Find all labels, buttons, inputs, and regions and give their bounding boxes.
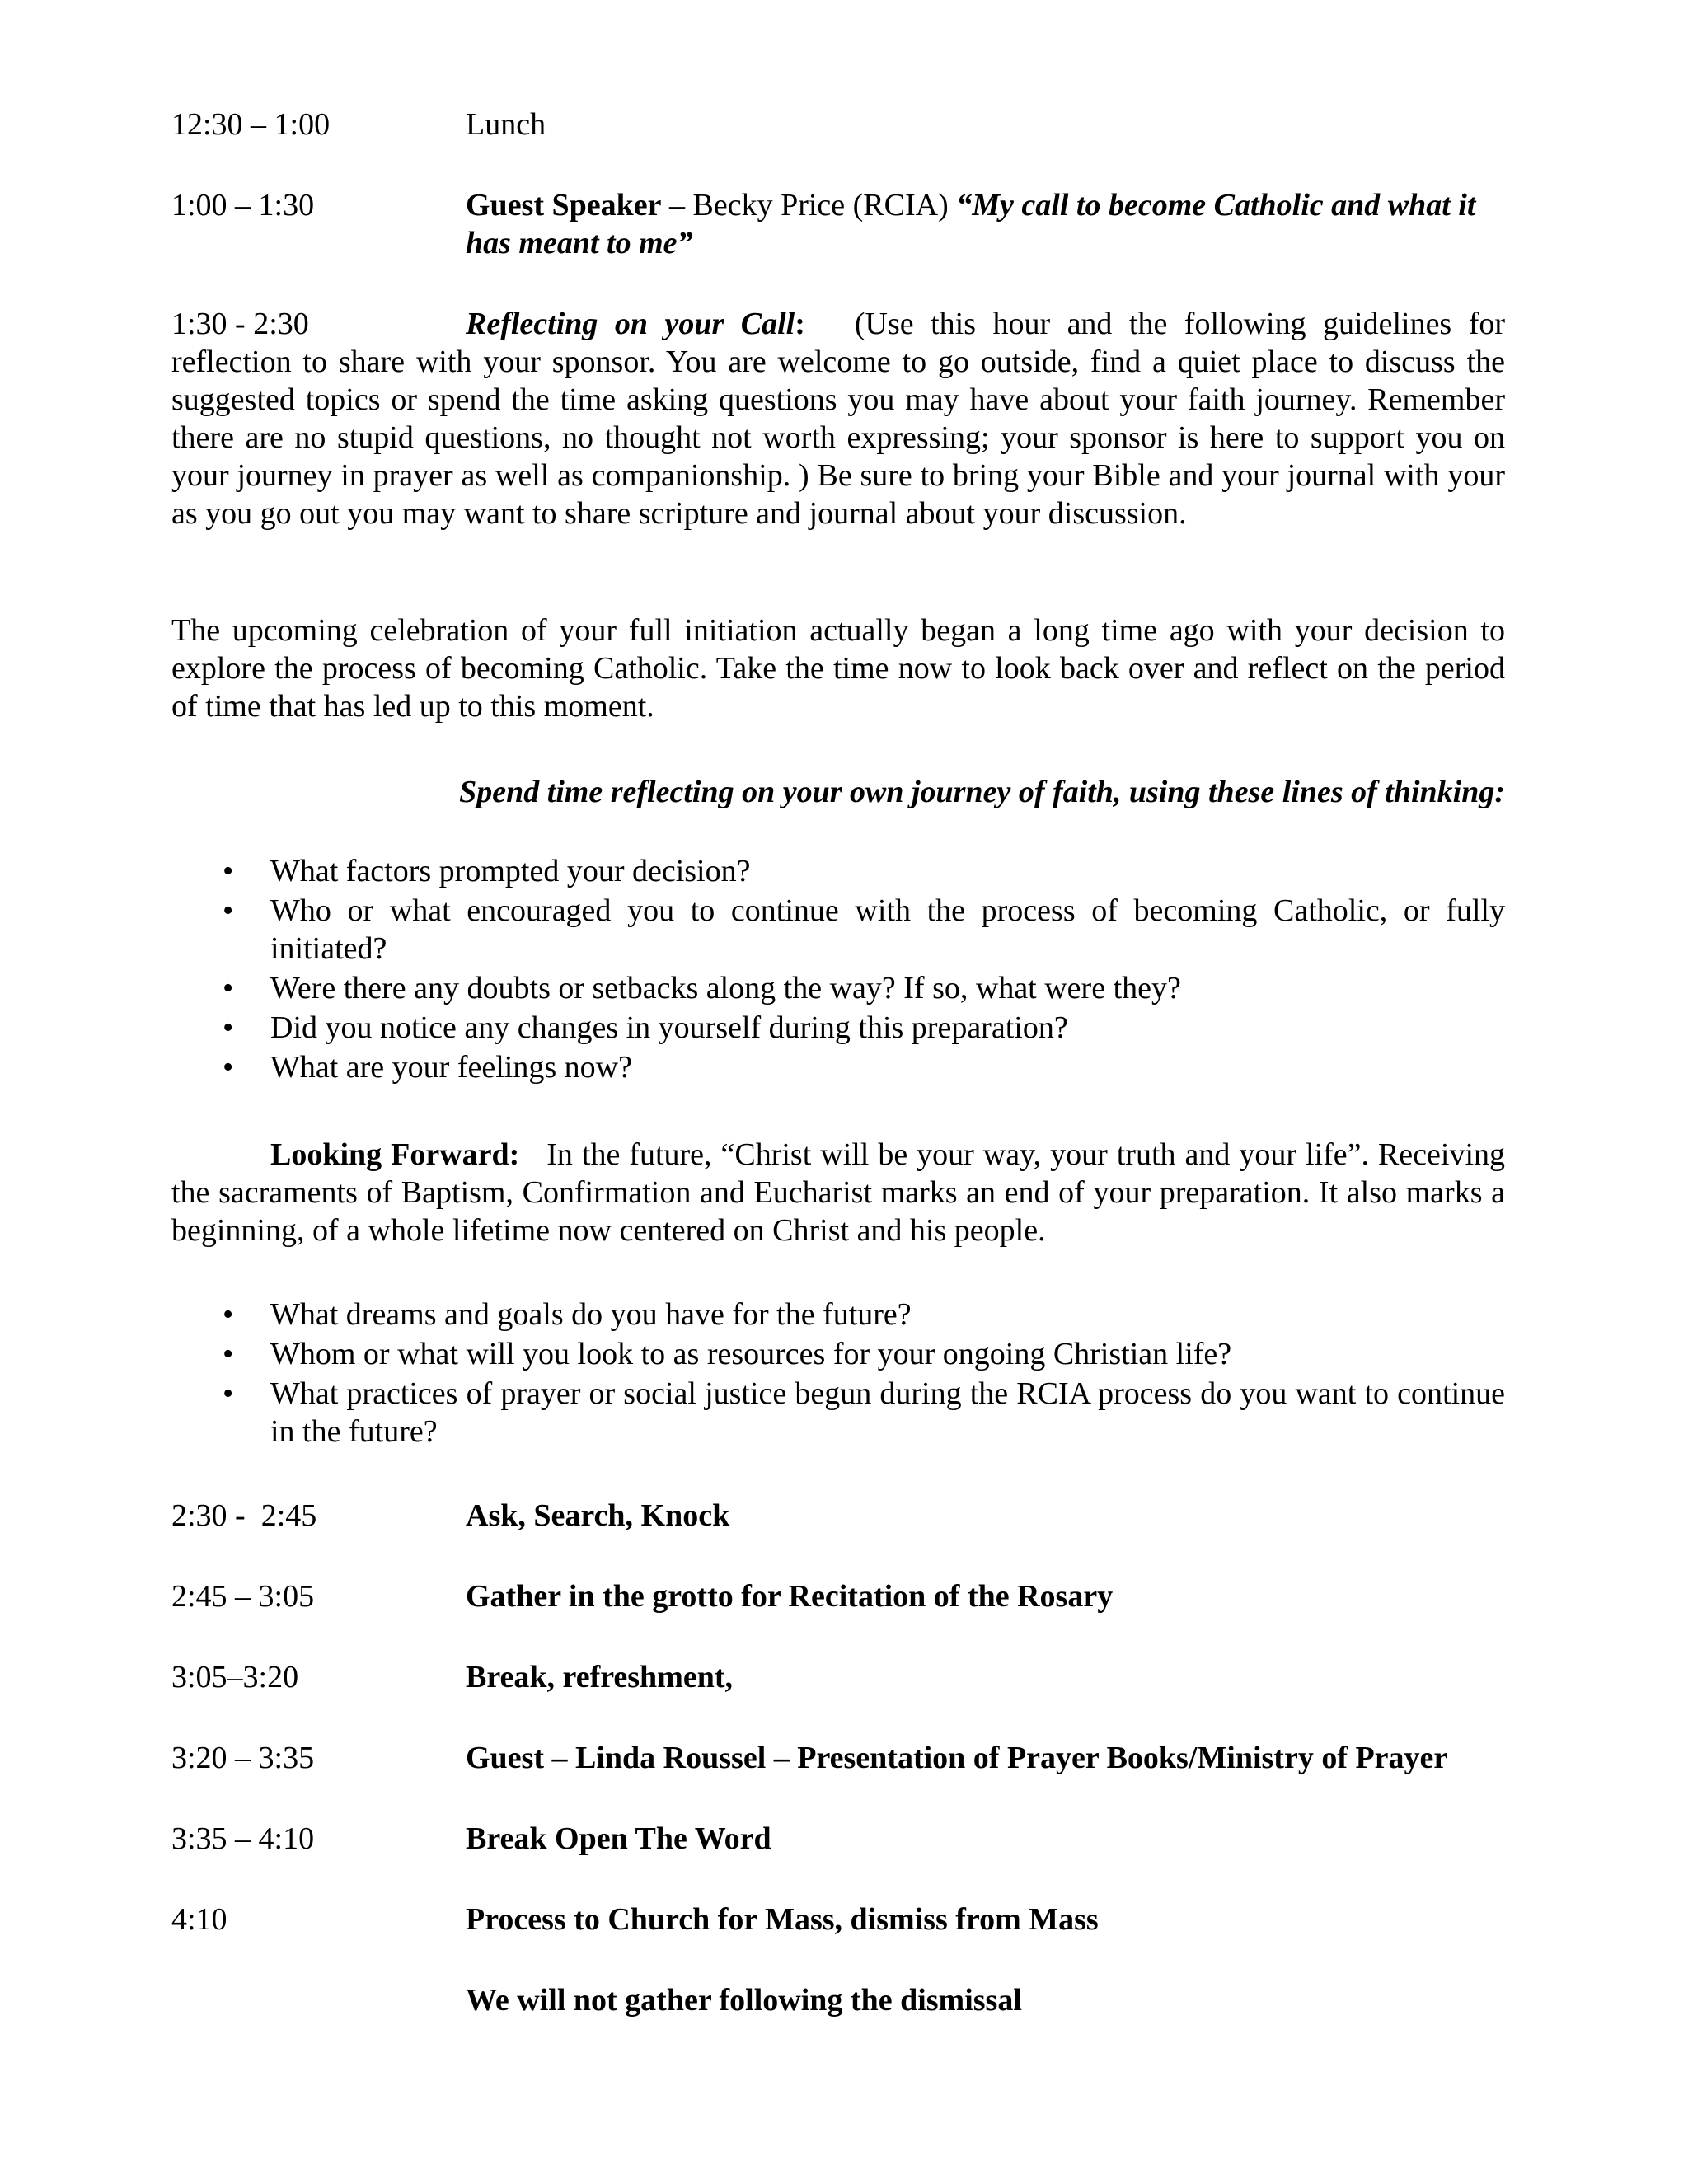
closing-note: We will not gather following the dismissal: [466, 1983, 1022, 2018]
forward-questions-list: [171, 1296, 1505, 1452]
reflecting-section: [171, 305, 1505, 532]
schedule-time: 1:00 – 1:30: [171, 188, 315, 223]
speaker-name: – Becky Price (RCIA): [661, 188, 957, 223]
schedule-time: 2:45 – 3:05: [171, 1579, 315, 1614]
speaker-title: “My call to become Catholic and what it has meant to me”: [466, 188, 1476, 260]
bullet-icon: •: [223, 971, 234, 1005]
schedule-label: Guest – Linda Roussel – Presentation of Prayer Books/Ministry of Prayer: [466, 1741, 1448, 1775]
schedule-label: Break, refreshment,: [466, 1660, 734, 1694]
bullet-icon: •: [223, 1050, 234, 1085]
intro-paragraph: The upcoming celebration of your full initiation actually began a long time ago with your decision to explore the process of becoming Catholic. Take the time now to look back over and reflect on the period of time that has led up to this moment.: [171, 613, 1505, 724]
schedule-time: 1:30 - 2:30: [171, 307, 309, 341]
list-item: • Were there any doubts or setbacks along the way? If so, what were they?: [223, 971, 1181, 1005]
looking-forward-paragraph: [171, 1136, 1505, 1249]
reflecting-title: Reflecting on your Call: [466, 307, 795, 341]
schedule-time: 3:05–3:20: [171, 1660, 299, 1694]
list-item: • What practices of prayer or social justice begun during the RCIA process do you want to continue in the future?: [223, 1376, 1505, 1449]
schedule-label: Ask, Search, Knock: [466, 1498, 730, 1533]
bullet-icon: •: [223, 893, 234, 928]
bullet-icon: •: [223, 1376, 234, 1411]
list-item: • Did you notice any changes in yourself during this preparation?: [223, 1010, 1068, 1045]
bullet-icon: •: [223, 1297, 234, 1332]
schedule-time: 3:20 – 3:35: [171, 1741, 315, 1775]
schedule-time: 3:35 – 4:10: [171, 1821, 315, 1856]
list-item: • What are your feelings now?: [223, 1050, 632, 1085]
looking-forward-text: In the future, “Christ will be your way, your truth and your life”. Receiving the sacraments of Baptism, Confirmation and Eucharist marks an end of your preparation. It also marks a beginning, of a whole lifetime now centered on Christ and his people.: [171, 1137, 1506, 1248]
bullet-icon: •: [223, 1337, 234, 1371]
reflect-heading: Spend time reflecting on your own journey of faith, using these lines of thinking:: [459, 775, 1505, 809]
list-item: • Who or what encouraged you to continue with the process of becoming Catholic, or fully initiated?: [223, 893, 1505, 966]
schedule-time: 2:30 - 2:45: [171, 1498, 317, 1533]
reflecting-text: (Use this hour and the following guidelines for reflection to share with your sponsor. You are welcome to go outside, find a quiet place to discuss the suggested topics or spend the time asking questions you may have about your faith journey. Remember there are no stupid questions, no thought not worth expressing; your sponsor is here to support you on your journey in prayer as well as companionship. ) Be sure to bring your Bible and your journal with your as you go out you may want to share scripture and journal about your discussion.: [171, 307, 1505, 531]
bullet-icon: •: [223, 1010, 234, 1045]
reflect-questions-list: [171, 852, 1505, 1088]
schedule-label: Gather in the grotto for Recitation of the Rosary: [466, 1579, 1114, 1614]
reflecting-colon: :: [795, 307, 805, 341]
speaker-label: Guest Speaker: [466, 188, 662, 223]
schedule-label: [466, 186, 1505, 262]
schedule-label: Break Open The Word: [466, 1821, 771, 1856]
looking-forward-title: Looking Forward:: [270, 1137, 520, 1172]
bullet-icon: •: [223, 854, 234, 888]
list-item: • What dreams and goals do you have for the future?: [223, 1297, 912, 1332]
schedule-time: 12:30 – 1:00: [171, 107, 331, 142]
schedule-label: Lunch: [466, 107, 546, 142]
list-item: • Whom or what will you look to as resources for your ongoing Christian life?: [223, 1337, 1232, 1371]
list-item: • What factors prompted your decision?: [223, 854, 751, 888]
schedule-time: 4:10: [171, 1902, 227, 1937]
schedule-label: Process to Church for Mass, dismiss from Mass: [466, 1902, 1099, 1937]
